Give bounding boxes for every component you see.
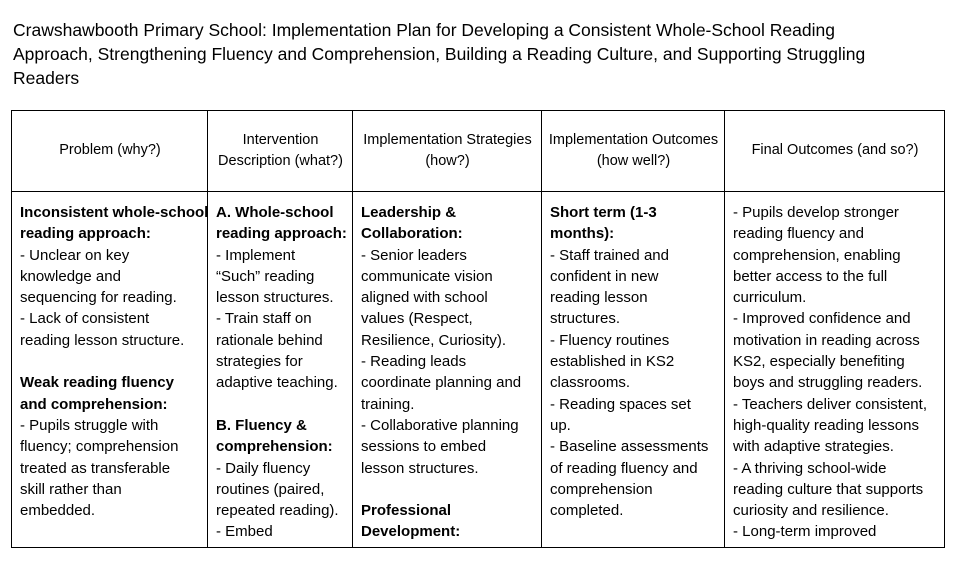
cell-heading-line: B. Fluency & xyxy=(216,416,307,434)
cell-heading-line: Leadership & xyxy=(361,204,457,221)
column-header-text: Implementation Outcomes (how well?) xyxy=(548,131,719,169)
cell-text-line: structures. xyxy=(550,310,621,328)
column-header-text: Problem (why?) xyxy=(59,142,161,159)
cell-text-line: rationale behind xyxy=(216,331,323,349)
cell-heading-line: and comprehension: xyxy=(20,395,168,413)
cell-text-line: reading lesson structure. xyxy=(20,331,185,349)
cell-text-line: up. xyxy=(550,416,571,434)
table-cell xyxy=(20,202,208,521)
cell-text-line: communicate vision xyxy=(361,267,493,285)
cell-text-line: KS2, especially benefiting xyxy=(733,353,905,371)
cell-text-line: reading culture that supports xyxy=(733,480,924,498)
cell-text-line: sessions to embed xyxy=(361,438,487,456)
column-divider xyxy=(541,111,542,547)
cell-heading-line: Weak reading fluency xyxy=(20,374,174,392)
column-divider xyxy=(724,111,725,547)
cell-text-line: - Collaborative planning xyxy=(361,416,519,434)
cell-heading-line: Short term (1-3 xyxy=(550,204,657,221)
column-header-text: Final Outcomes (and so?) xyxy=(751,142,919,159)
cell-text-line: - Improved confidence and xyxy=(733,310,911,328)
table-cell xyxy=(733,202,927,543)
cell-text-line: coordinate planning and xyxy=(361,374,522,392)
cell-heading-line: Collaboration: xyxy=(361,225,463,243)
implementation-plan-table xyxy=(11,110,945,548)
cell-text-line xyxy=(216,394,347,415)
cell-text-line: high-quality reading lessons xyxy=(733,416,919,434)
cell-heading-line: A. Whole-school xyxy=(216,204,334,221)
cell-text-line: - Reading spaces set xyxy=(550,395,691,413)
cell-text-line: - Pupils develop stronger xyxy=(733,204,899,221)
cell-heading-line: reading approach: xyxy=(20,225,151,243)
cell-text-line: curiosity and resilience. xyxy=(733,502,889,520)
cell-text-line: established in KS2 xyxy=(550,353,675,371)
column-header xyxy=(731,111,939,191)
cell-text-line: - Pupils struggle with xyxy=(20,416,159,434)
cell-text-line xyxy=(20,351,208,372)
cell-heading-line: comprehension: xyxy=(216,438,333,456)
cell-text-line: Resilience, Curiosity). xyxy=(361,331,507,349)
cell-heading-line: Development: xyxy=(361,523,461,541)
cell-text-line: lesson structures. xyxy=(361,459,479,477)
cell-text-line: values (Respect, xyxy=(361,310,473,328)
cell-text-line xyxy=(361,479,521,500)
cell-text-line: embedded. xyxy=(20,502,96,520)
cell-text-line: - Long-term improved xyxy=(733,523,877,541)
cell-text-line: training. xyxy=(361,395,415,413)
column-header-text: Intervention Description (what?) xyxy=(218,131,343,169)
column-header xyxy=(18,111,202,191)
cell-text-line: reading lesson xyxy=(550,289,648,307)
cell-text-line: - Implement xyxy=(216,246,296,264)
column-header xyxy=(359,111,536,191)
cell-text-line: comprehension xyxy=(550,480,653,498)
cell-text-line: motivation in reading across xyxy=(733,331,920,349)
cell-text-line: - Daily fluency xyxy=(216,459,311,477)
cell-text-line: sequencing for reading. xyxy=(20,289,177,307)
document-title: Crawshawbooth Primary School: Implementation Plan for Developing a Consistent Whole-School Reading Approach, Strengthening Fluency and Comprehension, Building a Reading Culture, and Supporting Struggling Readers xyxy=(13,20,866,88)
cell-text-line: - Lack of consistent xyxy=(20,310,150,328)
header-divider xyxy=(12,191,944,192)
cell-text-line: curriculum. xyxy=(733,289,807,307)
cell-text-line: - A thriving school-wide xyxy=(733,459,887,477)
cell-text-line: lesson structures. xyxy=(216,289,334,307)
cell-text-line: confident in new xyxy=(550,267,659,285)
cell-text-line: with adaptive strategies. xyxy=(733,438,894,456)
cell-heading-line: reading approach: xyxy=(216,225,347,243)
cell-text-line: - Embed xyxy=(216,523,273,541)
cell-text-line: reading fluency and xyxy=(733,225,864,243)
cell-text-line: repeated reading). xyxy=(216,502,339,520)
cell-text-line: better access to the full xyxy=(733,267,888,285)
cell-text-line: - Fluency routines xyxy=(550,331,670,349)
cell-text-line: strategies for xyxy=(216,353,303,371)
cell-text-line: - Baseline assessments xyxy=(550,438,709,456)
cell-text-line: classrooms. xyxy=(550,374,631,392)
cell-text-line: fluency; comprehension xyxy=(20,438,179,456)
cell-heading-line: months): xyxy=(550,225,615,243)
cell-text-line: - Senior leaders xyxy=(361,246,467,264)
table-cell xyxy=(550,202,708,521)
cell-text-line: - Staff trained and xyxy=(550,246,669,264)
column-header xyxy=(214,111,347,191)
cell-text-line: comprehension, enabling xyxy=(733,246,901,264)
column-header xyxy=(548,111,719,191)
cell-text-line: completed. xyxy=(550,502,624,520)
cell-text-line: treated as transferable xyxy=(20,459,171,477)
cell-text-line: routines (paired, xyxy=(216,480,325,498)
cell-text-line: knowledge and xyxy=(20,267,121,285)
table-cell xyxy=(361,202,521,543)
cell-text-line: - Reading leads xyxy=(361,353,467,371)
cell-heading-line: Inconsistent whole-school xyxy=(20,204,209,221)
cell-heading-line: Professional xyxy=(361,502,452,520)
cell-text-line: - Train staff on xyxy=(216,310,312,328)
cell-text-line: aligned with school xyxy=(361,289,488,307)
column-header-text: Implementation Strategies (how?) xyxy=(363,131,532,169)
cell-text-line: boys and struggling readers. xyxy=(733,374,923,392)
cell-text-line: “Such” reading xyxy=(216,267,315,285)
cell-text-line: skill rather than xyxy=(20,480,122,498)
cell-text-line: - Teachers deliver consistent, xyxy=(733,395,927,413)
cell-text-line: of reading fluency and xyxy=(550,459,698,477)
cell-text-line: adaptive teaching. xyxy=(216,374,338,392)
cell-text-line: - Unclear on key xyxy=(20,246,130,264)
table-cell xyxy=(216,202,347,543)
column-divider xyxy=(352,111,353,547)
